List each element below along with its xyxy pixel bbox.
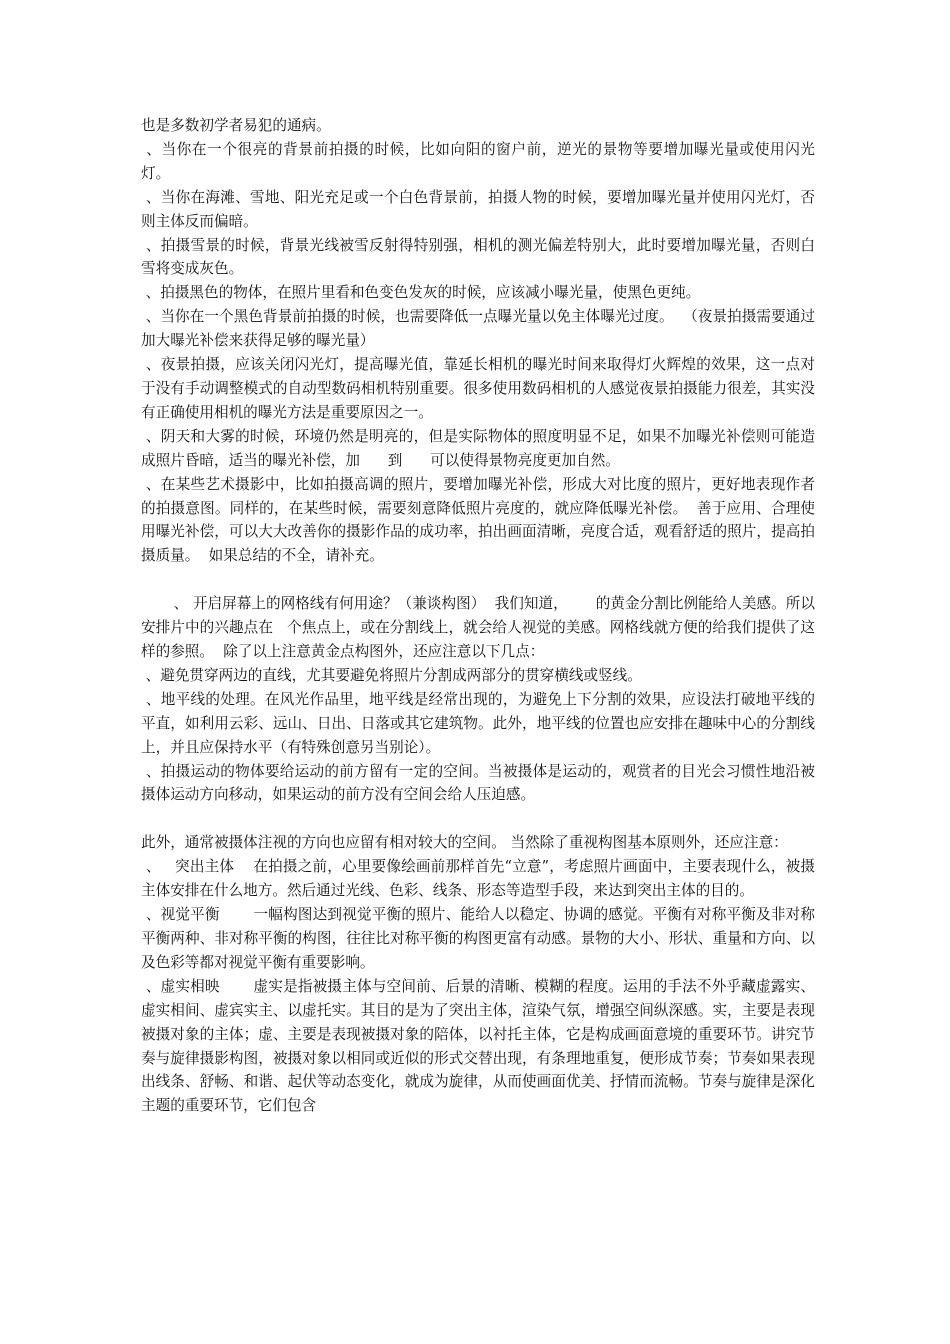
paragraph-virtual-real: 、虚实相映 虚实是指被摄主体与空间前、后景的清晰、模糊的程度。运用的手法不外乎藏虚露实、虚实相间、虚宾实主、以虚托实。其目的是为了突出主体，渲染气氛，增强空间纵深感。实，主要是表现被摄对象的主体；虚、主要是表现被摄对象的陪体，以衬托主体，它是构成画面意境的重要环节。讲究节奏与旋律摄影构图，被摄对象以相同或近似的形式交替出现，有条理地重复，便形成节奏；节奏如果表现出线条、舒畅、和谐、起伏等动态变化，就成为旋律，从而使画面优美、抒情而流畅。节奏与旋律是深化主题的重要环节，它们包含 <box>141 977 815 1115</box>
paragraph-art-photography: 、在某些艺术摄影中，比如拍摄高调的照片，要增加曝光补偿，形成大对比度的照片，更好地表现作者的拍摄意图。同样的，在某些时候，需要刻意降低照片亮度的，就应降低曝光补偿。 善于应用、合理使用曝光补偿，可以大大改善你的摄影作品的成功率，拍出画面清晰，亮度合适，观看舒适的照片，提高拍摄质量。 如果总结的不全，请补充。 <box>141 475 815 565</box>
paragraph-cloudy-fog: 、阴天和大雾的时候，环境仍然是明亮的，但是实际物体的照度明显不足，如果不加曝光补偿则可能造成照片昏暗，适当的曝光补偿，加 到 可以使得景物亮度更加自然。 <box>141 427 815 469</box>
paragraph-visual-balance: 、视觉平衡 一幅构图达到视觉平衡的照片、能给人以稳定、协调的感觉。平衡有对称平衡及非对称平衡两种、非对称平衡的构图，往往比对称平衡的构图更富有动感。景物的大小、形状、重量和方向、以及色彩等都对视觉平衡有重要影响。 <box>141 906 815 971</box>
paragraph-horizon: 、地平线的处理。在风光作品里，地平线是经常出现的，为避免上下分割的效果，应设法打破地平线的平直，如利用云彩、远山、日出、日落或其它建筑物。此外，地平线的位置也应安排在趣味中心的分割线上，并且应保持水平（有特殊创意另当别论）。 <box>141 690 815 756</box>
paragraph-bright-background: 、当你在一个很亮的背景前拍摄的时候，比如向阳的窗户前，逆光的景物等要增加曝光量或使用闪光灯。 <box>141 140 815 182</box>
paragraph-night-scene: 、夜景拍摄，应该关闭闪光灯，提高曝光值，靠延长相机的曝光时间来取得灯火辉煌的效果，这一点对于没有手动调整模式的自动型数码相机特别重要。很多使用数码相机的人感觉夜景拍摄能力很差，其实没有正确使用相机的曝光方法是重要原因之一。 <box>141 356 815 421</box>
document-body <box>141 114 815 1118</box>
paragraph-grid-lines: 、 开启屏幕上的网格线有何用途？（兼谈构图） 我们知道， 的黄金分割比例能给人美感。所以安排片中的兴趣点在 个焦点上，或在分割线上，就会给人视觉的美感。网格线就方便的给我们提供了这样的参照。 除了以上注意黄金点构图外，还应注意以下几点： <box>141 595 815 661</box>
paragraph-intro: 也是多数初学者易犯的通病。 <box>141 117 331 134</box>
paragraph-gaze-space: 此外，通常被摄体注视的方向也应留有相对较大的空间。 当然除了重视构图基本原则外，还应注意： <box>141 834 788 852</box>
paragraph-black-object: 、拍摄黑色的物体，在照片里看和色变色发灰的时候，应该减小曝光量，使黑色更纯。 <box>141 284 701 302</box>
paragraph-black-background: 、当你在一个黑色背景前拍摄的时候，也需要降低一点曝光量以免主体曝光过度。 （夜景拍摄需要通过加大曝光补偿来获得足够的曝光量） <box>141 308 815 350</box>
paragraph-motion-space: 、拍摄运动的物体要给运动的前方留有一定的空间。当被摄体是运动的，观赏者的目光会习惯性地沿被摄体运动方向移动，如果运动的前方没有空间会给人压迫感。 <box>141 762 815 804</box>
paragraph-snow-scene: 、拍摄雪景的时候，背景光线被雪反射得特别强，相机的测光偏差特别大，此时要增加曝光量，否则白雪将变成灰色。 <box>141 236 815 278</box>
paragraph-highlight-subject: 、 突出主体 在拍摄之前，心里要像绘画前那样首先“立意”，考虑照片画面中，主要表现什么，被摄主体安排在什么地方。然后通过光线、色彩、线条、形态等造型手段，来达到突出主体的目的。 <box>141 858 816 900</box>
paragraph-avoid-lines: 、避免贯穿两边的直线，尤其要避免将照片分割成两部分的贯穿横线或竖线。 <box>141 666 642 684</box>
paragraph-beach-snow: 、当你在海滩、雪地、阳光充足或一个白色背景前，拍摄人物的时候，要增加曝光量并使用闪光灯，否则主体反而偏暗。 <box>141 188 815 230</box>
